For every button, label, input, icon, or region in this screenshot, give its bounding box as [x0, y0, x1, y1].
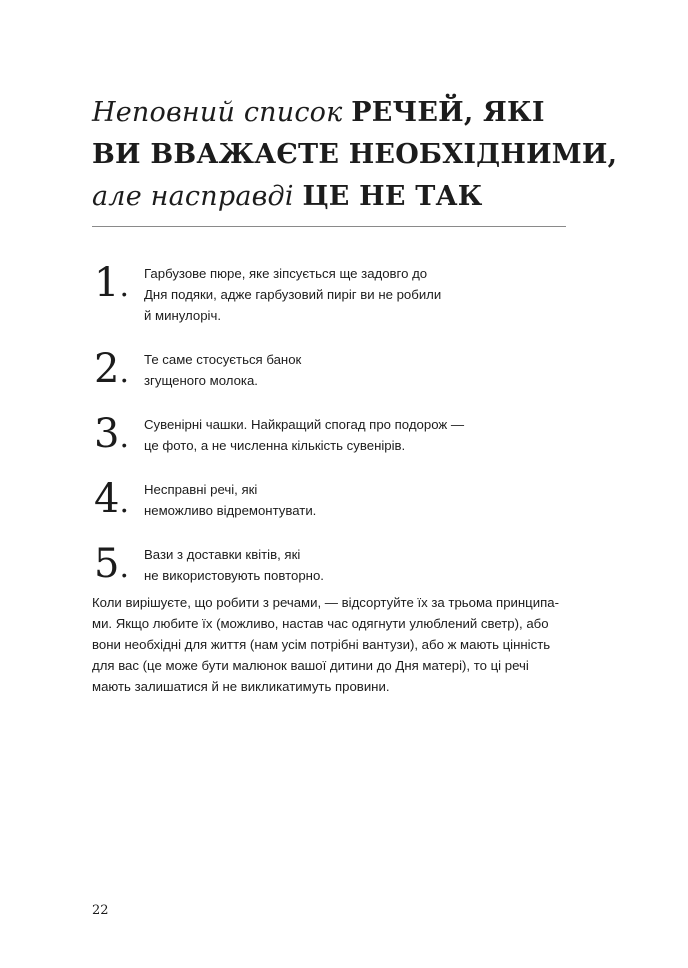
title-italic-part-3: але насправді	[92, 181, 303, 212]
item-number: 3.	[94, 411, 129, 457]
item-text: Сувенірні чашки. Найкращий спогад про подорож — це фото, а не численна кількість сувенірів.	[144, 417, 465, 453]
title-bold-part-3: ЦЕ НЕ ТАК	[302, 181, 483, 212]
page-number: 22	[92, 903, 109, 918]
page-title	[92, 92, 618, 218]
item-number: 4.	[94, 476, 129, 522]
list-item	[92, 346, 572, 391]
body-paragraph: Коли вирішуєте, що робити з речами, — відсортуйте їх за трьома принципа- ми. Якщо любите їх (можливо, настав час одягнути улюблений светр), або вони необхідні для життя (нам усім потрібні вантузи), або ж мають цінність для вас (це може бути малюнок вашої дитини до Дня матері), то ці речі мають залишатися й не викликатимуть провини.	[92, 595, 559, 694]
item-text: Гарбузове пюре, яке зіпсується ще задовго до Дня подяки, адже гарбузовий пиріг ви не робили й минулоріч.	[144, 266, 442, 323]
list-item	[92, 260, 572, 326]
list-item	[92, 476, 572, 521]
item-number: 5.	[94, 541, 129, 587]
item-text: Вази з доставки квітів, які не використовують повторно.	[144, 547, 324, 583]
title-line-3	[92, 176, 572, 218]
title-italic-part-1: Неповний список	[92, 97, 352, 128]
title-bold-part-1: РЕЧЕЙ, ЯКІ	[351, 97, 545, 128]
item-text: Несправні речі, які неможливо відремонтувати.	[144, 482, 317, 518]
item-number: 1.	[94, 260, 129, 306]
title-bold-part-2: ВИ ВВАЖАЄТЕ НЕОБХІДНИМИ,	[92, 139, 618, 170]
numbered-list	[92, 260, 572, 586]
title-line-1	[92, 92, 572, 134]
title-divider	[92, 226, 566, 227]
title-line-2	[92, 134, 618, 176]
item-number: 2.	[94, 346, 129, 392]
item-text: Те саме стосується банок згущеного молока.	[144, 352, 302, 388]
list-item	[92, 541, 572, 586]
list-item	[92, 411, 572, 456]
